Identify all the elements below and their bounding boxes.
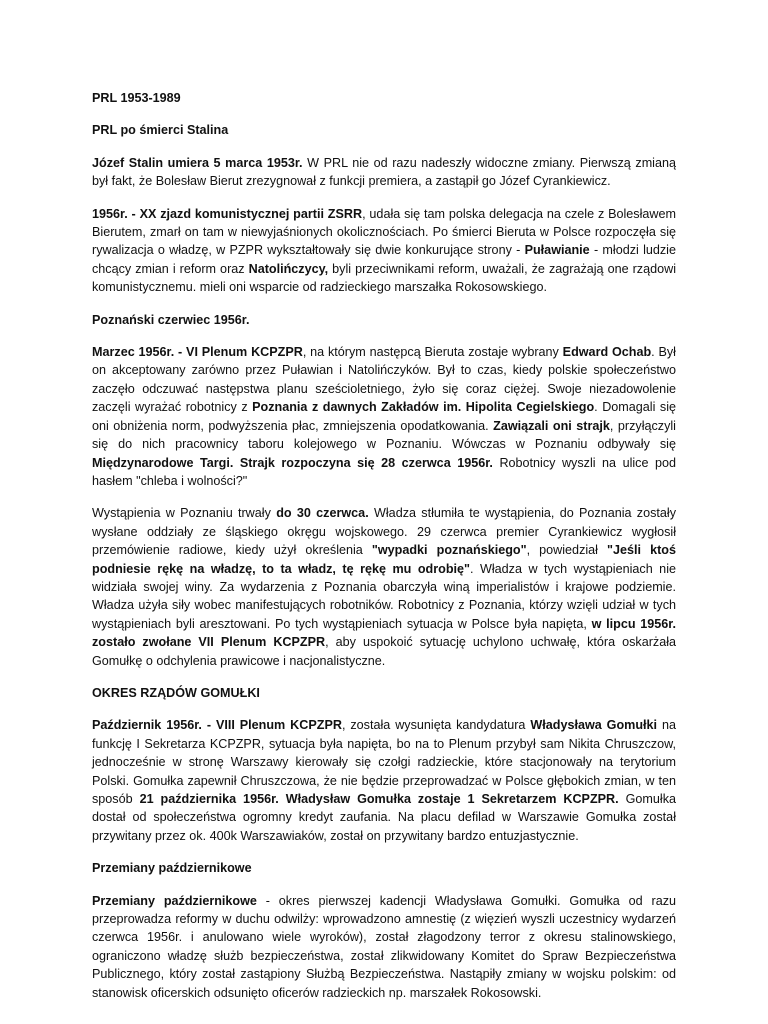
body-text: - młodzi ludzie chcący zmian i reform oraz bbox=[92, 243, 676, 276]
body-text: , powiedział bbox=[526, 543, 608, 558]
body-text: na funkcję I Sekretarza KCPZPR, sytuacja była napięta, bo na to Plenum przybył sam Nikita Chruszczow, jednocześnie w stronę Warszawy kierowały się czołgi radzieckie, które stacjonowały na terytorium Polski. Gomułka zapewnił Chruszczowa, że nie będzie przeprowadzać w Polsce głębokich zmian, w ten sposób bbox=[92, 718, 676, 806]
paragraph-poznan-protests bbox=[92, 504, 676, 670]
paragraph-stalin-death bbox=[92, 154, 676, 191]
bold-text: Edward Ochab bbox=[562, 345, 652, 360]
body-text: , przyłączyli się do nich pracownicy taboru kolejowego w Poznaniu. Wówczas w Poznaniu odbywały się bbox=[92, 418, 676, 452]
section-heading-stalin: PRL po śmierci Stalina bbox=[92, 123, 229, 138]
bold-text: w lipcu 1956r. zostało zwołane VII Plenum KCPZPR bbox=[92, 616, 677, 650]
bold-text: 21 października 1956r. Władysław Gomułka zostaje 1 Sekretarzem KCPZPR. bbox=[139, 792, 619, 806]
paragraph-viii-plenum bbox=[92, 716, 676, 845]
section-heading-gomulka: OKRES RZĄDÓW GOMUŁKI bbox=[92, 685, 260, 700]
body-text: , została wysunięta kandydatura bbox=[341, 718, 531, 733]
paragraph-vi-plenum bbox=[92, 343, 676, 490]
bold-text: Puławianie bbox=[524, 243, 590, 258]
bold-text: do 30 czerwca. bbox=[276, 506, 369, 521]
body-text: Wystąpienia w Poznaniu trwały bbox=[92, 506, 277, 521]
document-title: PRL 1953-1989 bbox=[92, 91, 181, 105]
bold-text: 1956r. - XX zjazd komunistycznej partii ZSRR bbox=[92, 206, 363, 221]
bold-text: Październik 1956r. - VIII Plenum KCPZPR bbox=[92, 718, 342, 733]
bold-text: "wypadki poznańskiego" bbox=[371, 543, 527, 558]
body-text: Władza stłumiła te wystąpienia, do Poznania zostały wysłane oddziały ze śląskiego okręgu wojskowego. 29 czerwca premier Cyrankiewicz wygłosił przemówienie radiowe, kiedy użył określenia bbox=[92, 506, 677, 558]
section-heading-october: Przemiany październikowe bbox=[92, 861, 252, 876]
bold-text: Przemiany październikowe bbox=[92, 893, 257, 908]
body-text: Robotnicy wyszli na ulice pod hasłem "chleba i wolności?" bbox=[92, 455, 677, 488]
paragraph-xx-congress bbox=[92, 205, 676, 297]
bold-text: Józef Stalin umiera 5 marca 1953r. bbox=[92, 155, 303, 170]
body-text: byli przeciwnikami reform, uważali, że zagrażają one rządowi komunistycznemu. mieli oni wsparcie od radzieckiego marszałka Rokosowskiego. bbox=[92, 261, 677, 295]
body-text: . Był on akceptowany zarówno przez Puławian i Natolińczyków. Był to czas, kiedy polskie społeczeństwo zaczęło odczuwać następstwa planu sześcioletniego, żyło się coraz ciężej. Swoje niezadowolenie zaczęli wyrażać robotnicy z bbox=[92, 345, 676, 415]
bold-text: Natolińczycy, bbox=[248, 261, 329, 276]
body-text: Gomułka dostał od społeczeństwa ogromny kredyt zaufania. Na placu defilad w Warszawie Gomułka został przywitany przez ok. 400k Warszawiaków, został on przywitany bardzo entuzjastycznie. bbox=[92, 792, 677, 843]
body-text: . Władza w tych wystąpieniach nie widziała swojej winy. Za wydarzenia z Poznania obarczyła winą imperialistów i krajowe podziemie. Władza użyła siły wobec manifestujących robotników. Robotnicy z Poznania, którzy wzięli udział w tych wystąpieniach byli aresztowani. Po tych wystąpieniach sytuacja w Polsce była napięta, bbox=[92, 561, 676, 631]
paragraph-october-changes bbox=[92, 892, 676, 1002]
bold-text: Władysława Gomułki bbox=[530, 718, 658, 733]
body-text: , na którym następcą Bieruta zostaje wybrany bbox=[302, 345, 563, 360]
body-text: - okres pierwszej kadencji Władysława Gomułki. Gomułka od razu przeprowadza reformy w duchu odwilży: wprowadzono amnestię (z więzień wyszli uczestnicy wydarzeń czerwca 1956r. i anulowano wiele wyroków), został złagodzony terror z okresu stalinowskiego, ograniczono władzę służb bezpieczeństwa, został zlikwidowany Komitet do Spraw Bezpieczeństwa Publicznego, który został zastąpiony Służbą Bezpieczeństwa. Nastąpiły zmiany w wojsku polskim: od stanowisk oficerskich odsunięto oficerów radzieckich np. marszałek Rokosowski. bbox=[92, 893, 676, 1000]
bold-text: Międzynarodowe Targi. Strajk rozpoczyna się 28 czerwca 1956r. bbox=[92, 455, 493, 470]
body-text: W PRL nie od razu nadeszły widoczne zmiany. Pierwszą zmianą był fakt, że Bolesław Bierut zrezygnował z funkcji premiera, a zastąpił go Józef Cyrankiewicz. bbox=[92, 155, 676, 189]
body-text: , udała się tam polska delegacja na czele z Bolesławem Bierutem, zmarł on tam w niewyjaśnionych okolicznościach. Po śmierci Bieruta w Polsce rozpoczęła się rywalizacja o władzę, w PZPR wykształtowały się dwie konkurujące strony - bbox=[92, 206, 676, 258]
section-heading-poznan: Poznański czerwiec 1956r. bbox=[92, 312, 250, 327]
bold-text: Poznania z dawnych Zakładów im. Hipolita Cegielskiego bbox=[252, 400, 595, 415]
body-text: . Domagali się oni obniżenia norm, podwyższenia płac, zmniejszenia opodatkowania. bbox=[92, 400, 677, 433]
bold-text: Marzec 1956r. - VI Plenum KCPZPR bbox=[92, 345, 303, 360]
body-text: , aby uspokoić sytuację uchylono uchwałę, która oskarżała Gomułkę o odchylenia prawicowe i nacjonalistyczne. bbox=[92, 635, 676, 668]
bold-text: "Jeśli ktoś podniesie rękę na władzę, to ta władz, tę rękę mu odrobię" bbox=[92, 543, 676, 576]
bold-text: Zawiązali oni strajk bbox=[493, 418, 610, 433]
